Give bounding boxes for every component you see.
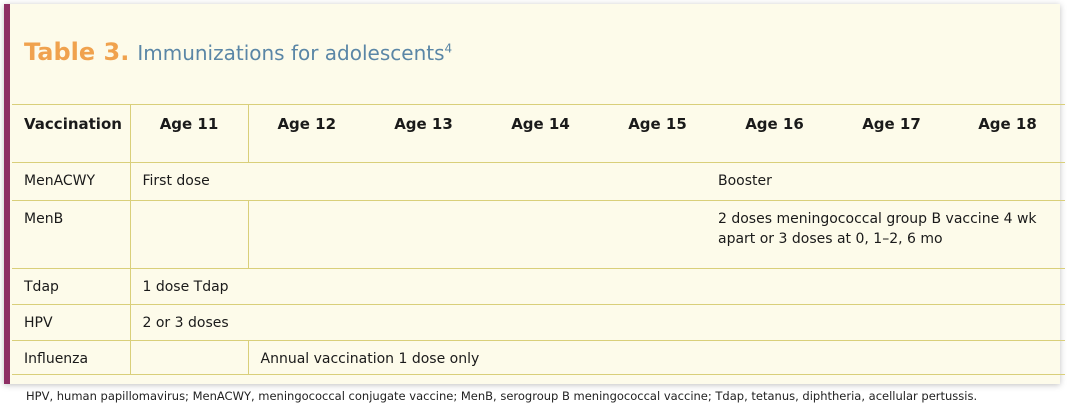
header-age-14: Age 14: [482, 105, 599, 163]
vaccine-name: MenB: [12, 201, 130, 269]
vaccine-name: HPV: [12, 305, 130, 341]
table-row: [12, 305, 1065, 341]
vaccine-name: Tdap: [12, 269, 130, 305]
immunization-table: [12, 104, 1065, 375]
table-card: [4, 4, 1060, 384]
age12-18-span-cell: Annual vaccination 1 dose only: [248, 341, 1065, 375]
table-row: [12, 163, 1065, 201]
age11-cell: [130, 201, 248, 269]
header-age-15: Age 15: [599, 105, 716, 163]
vaccine-name: Influenza: [12, 341, 130, 375]
table-caption: [137, 41, 452, 65]
age11-span-cell: 2 or 3 doses: [130, 305, 1065, 341]
age11-span-cell: 1 dose Tdap: [130, 269, 1065, 305]
vaccine-name: MenACWY: [12, 163, 130, 201]
header-age-18: Age 18: [950, 105, 1065, 163]
table-number: Table 3.: [24, 38, 130, 66]
reference-superscript: 4: [444, 41, 453, 56]
age12-15-cell: [248, 201, 716, 269]
table-row: [12, 269, 1065, 305]
header-row: [12, 105, 1065, 163]
header-age-12: Age 12: [248, 105, 365, 163]
header-age-17: Age 17: [833, 105, 950, 163]
table-title: [24, 38, 452, 66]
table-row: [12, 201, 1065, 269]
age16-span-cell: 2 doses meningococcal group B vaccine 4 wk apart or 3 doses at 0, 1–2, 6 mo: [716, 201, 1065, 269]
table-caption-text: Immunizations for adolescents: [137, 41, 445, 65]
age11-span-cell: First dose: [130, 163, 716, 201]
header-vaccination: Vaccination: [12, 105, 130, 163]
header-age-13: Age 13: [365, 105, 482, 163]
header-age-16: Age 16: [716, 105, 833, 163]
table-footnote: HPV, human papillomavirus; MenACWY, meningococcal conjugate vaccine; MenB, serogroup B meningococcal vaccine; Tdap, tetanus, diphtheria, acellular pertussis.: [26, 389, 978, 403]
table-row: [12, 341, 1065, 375]
header-age-11: Age 11: [130, 105, 248, 163]
age16-span-cell: Booster: [716, 163, 1065, 201]
age11-cell: [130, 341, 248, 375]
